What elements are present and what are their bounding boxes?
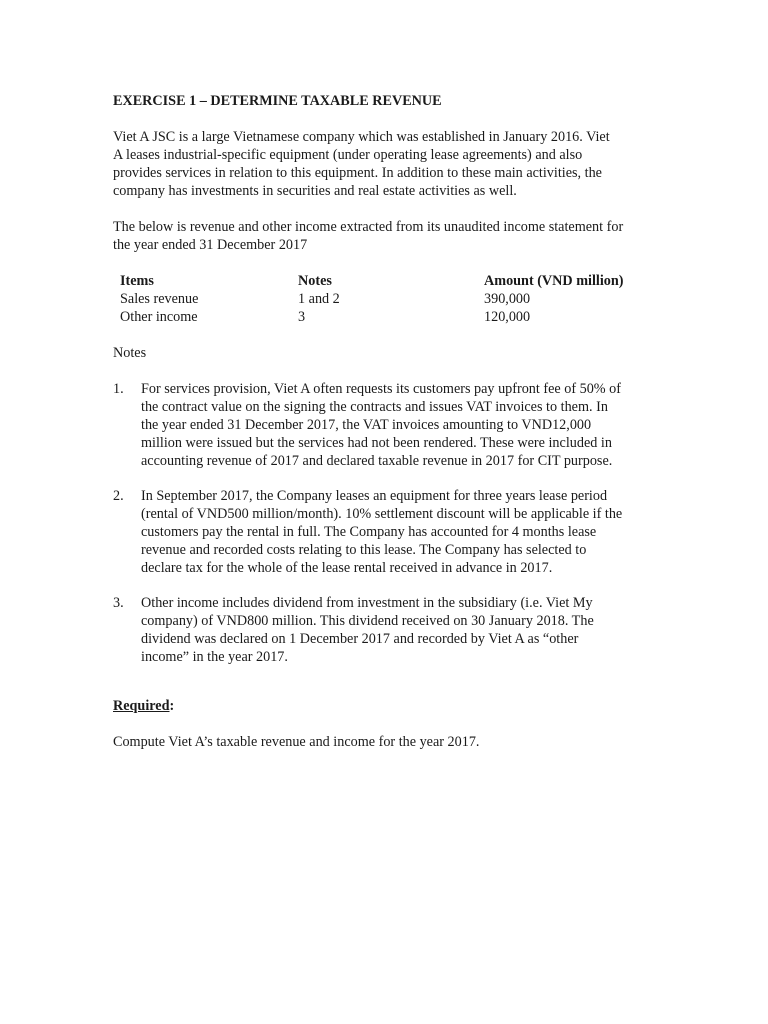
required-heading (113, 697, 174, 715)
notes-heading: Notes (113, 345, 147, 361)
intro-line: A leases industrial-specific equipment (under operating lease agreements) and also (113, 147, 583, 163)
note-line: For services provision, Viet A often requests its customers pay upfront fee of 50% of (141, 381, 621, 397)
table-intro-line: The below is revenue and other income extracted from its unaudited income statement for (113, 219, 624, 235)
note-line: In September 2017, the Company leases an equipment for three years lease period (141, 488, 608, 504)
note-line: (rental of VND500 million/month). 10% settlement discount will be applicable if the (141, 506, 623, 522)
note-line: the contract value on the signing the contracts and issues VAT invoices to them. In (141, 399, 608, 415)
intro-line: provides services in relation to this equipment. In addition to these main activities, the (113, 165, 602, 181)
note-line: revenue and recorded costs relating to this lease. The Company has selected to (141, 542, 587, 558)
table-cell-amount: 390,000 (484, 291, 531, 307)
exercise-title: EXERCISE 1 – DETERMINE TAXABLE REVENUE (113, 93, 442, 109)
table-cell-item: Sales revenue (120, 291, 199, 307)
intro-line: company has investments in securities and real estate activities as well. (113, 183, 517, 199)
note-line: Other income includes dividend from investment in the subsidiary (i.e. Viet My (141, 595, 593, 611)
table-cell-item: Other income (120, 309, 198, 325)
note-number: 3. (113, 595, 124, 611)
table-intro-line: the year ended 31 December 2017 (113, 237, 308, 253)
required-text: Compute Viet A’s taxable revenue and income for the year 2017. (113, 734, 480, 750)
note-line: accounting revenue of 2017 and declared taxable revenue in 2017 for CIT purpose. (141, 453, 613, 469)
note-line: company) of VND800 million. This dividend received on 30 January 2018. The (141, 613, 594, 629)
note-number: 2. (113, 488, 124, 504)
table-cell-amount: 120,000 (484, 309, 531, 325)
note-line: million were issued but the services had not been rendered. These were included in (141, 435, 612, 451)
intro-line: Viet A JSC is a large Vietnamese company which was established in January 2016. Viet (113, 129, 610, 145)
table-cell-notes: 1 and 2 (298, 291, 340, 307)
table-header-items: Items (120, 273, 154, 289)
required-label: Required (113, 698, 170, 714)
note-line: dividend was declared on 1 December 2017 and recorded by Viet A as “other (141, 631, 579, 647)
table-header-amount: Amount (VND million) (484, 273, 624, 289)
note-line: the year ended 31 December 2017, the VAT invoices amounting to VND12,000 (141, 417, 592, 433)
note-line: declare tax for the whole of the lease rental received in advance in 2017. (141, 560, 553, 576)
table-header-notes: Notes (298, 273, 332, 289)
table-cell-notes: 3 (298, 309, 306, 325)
note-line: income” in the year 2017. (141, 649, 288, 665)
required-colon: : (169, 698, 175, 714)
note-number: 1. (113, 381, 124, 397)
note-line: customers pay the rental in full. The Company has accounted for 4 months lease (141, 524, 597, 540)
